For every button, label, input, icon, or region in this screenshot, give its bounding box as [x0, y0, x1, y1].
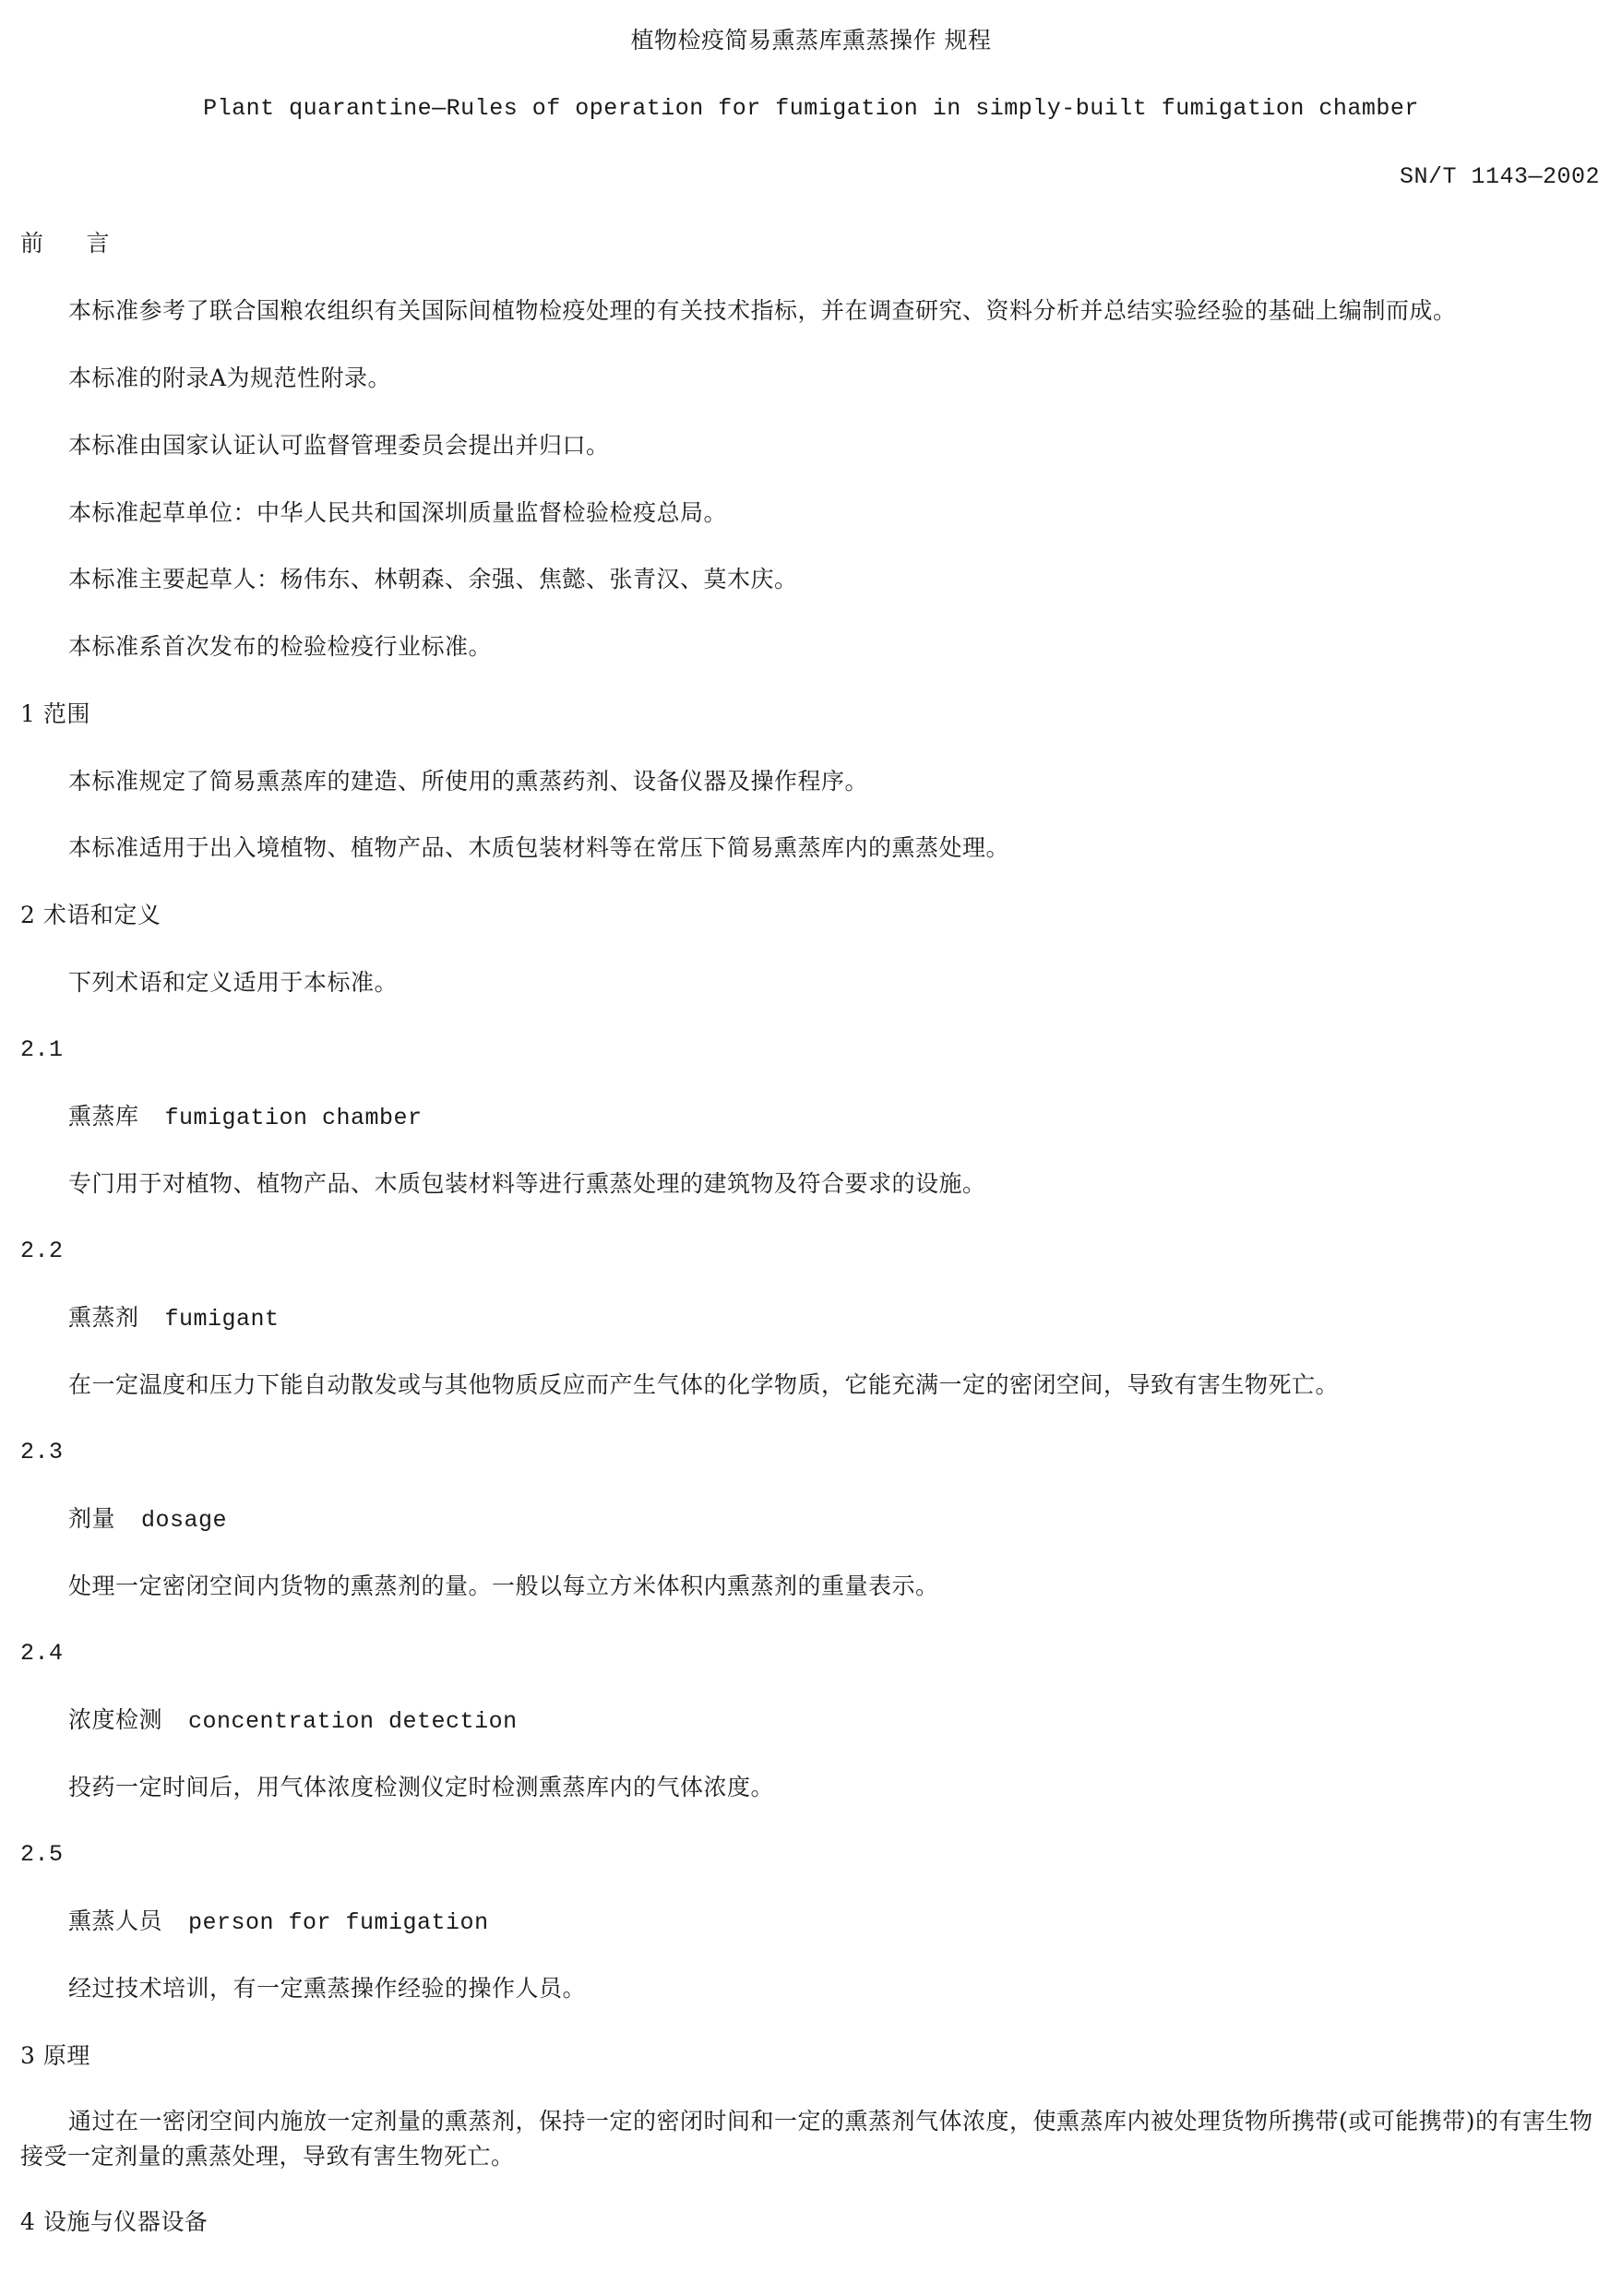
section-4-heading: 4 设施与仪器设备: [20, 2208, 209, 2235]
foreword-heading-first-char: 前: [20, 230, 44, 257]
document-title-chinese: 植物检疫简易熏蒸库熏蒸操作 规程: [630, 27, 992, 54]
term-name-english: fumigation chamber: [164, 1105, 423, 1131]
term-name: [68, 1504, 227, 1536]
term-definition: 经过技术培训，有一定熏蒸操作经验的操作人员。: [68, 1975, 587, 2002]
section-3-paragraph: 通过在一密闭空间内施放一定剂量的熏蒸剂，保持一定的密闭时间和一定的熏蒸剂气体浓度，使熏蒸库内被处理货物所携带(或可能携带)的有害生物接受一定剂量的熏蒸处理，导致有害生物死亡。: [20, 2108, 1593, 2170]
section-2-heading: 2 术语和定义: [20, 902, 161, 928]
foreword-paragraph: 本标准系首次发布的检验检疫行业标准。: [68, 633, 493, 660]
foreword-heading-second-char: 言: [86, 230, 111, 257]
section-2-intro: 下列术语和定义适用于本标准。: [68, 969, 399, 996]
foreword-paragraph: 本标准主要起草人：杨伟东、林朝森、余强、焦懿、张青汉、莫木庆。: [68, 566, 798, 592]
term-name-chinese: 剂量: [68, 1505, 116, 1532]
foreword-heading: [20, 229, 110, 258]
term-name-chinese: 熏蒸剂: [68, 1304, 139, 1331]
term-name-english: concentration detection: [188, 1708, 518, 1735]
section-3-heading: 3 原理: [20, 2042, 90, 2069]
term-definition: 在一定温度和压力下能自动散发或与其他物质反应而产生气体的化学物质，它能充满一定的密闭空间，导致有害生物死亡。: [68, 1371, 1340, 1398]
term-name: [68, 1303, 280, 1334]
foreword-paragraph: 本标准的附录A为规范性附录。: [68, 365, 392, 391]
term-name: [68, 1102, 423, 1133]
term-definition: 处理一定密闭空间内货物的熏蒸剂的量。一般以每立方米体积内熏蒸剂的重量表示。: [68, 1573, 939, 1599]
term-number: 2.5: [20, 1841, 64, 1868]
term-number: 2.4: [20, 1640, 64, 1667]
section-1-paragraph: 本标准适用于出入境植物、植物产品、木质包装材料等在常压下简易熏蒸库内的熏蒸处理。: [68, 834, 1010, 861]
term-definition: 专门用于对植物、植物产品、木质包装材料等进行熏蒸处理的建筑物及符合要求的设施。: [68, 1170, 986, 1197]
foreword-paragraph: 本标准参考了联合国粮农组织有关国际间植物检疫处理的有关技术指标，并在调查研究、资料分析并总结实验经验的基础上编制而成。: [68, 297, 1457, 324]
section-1-heading: 1 范围: [20, 700, 90, 727]
term-name-english: person for fumigation: [188, 1909, 489, 1936]
term-name: [68, 1705, 518, 1737]
term-name-english: fumigant: [164, 1306, 280, 1333]
section-1-paragraph: 本标准规定了简易熏蒸库的建造、所使用的熏蒸药剂、设备仪器及操作程序。: [68, 768, 869, 795]
term-name: [68, 1907, 489, 1938]
term-number: 2.3: [20, 1439, 64, 1465]
term-number: 2.1: [20, 1036, 64, 1063]
term-name-chinese: 熏蒸库: [68, 1103, 139, 1130]
document-title-english: Plant quarantine—Rules of operation for fumigation in simply-built fumigation chamber: [203, 95, 1419, 122]
term-definition: 投药一定时间后，用气体浓度检测仪定时检测熏蒸库内的气体浓度。: [68, 1774, 775, 1800]
standard-code: SN/T 1143—2002: [1399, 163, 1600, 190]
foreword-paragraph: 本标准起草单位：中华人民共和国深圳质量监督检验检疫总局。: [68, 499, 728, 526]
term-name-chinese: 浓度检测: [68, 1706, 163, 1733]
term-name-english: dosage: [141, 1507, 228, 1534]
foreword-paragraph: 本标准由国家认证认可监督管理委员会提出并归口。: [68, 432, 610, 459]
term-name-chinese: 熏蒸人员: [68, 1907, 163, 1934]
term-number: 2.2: [20, 1238, 64, 1264]
